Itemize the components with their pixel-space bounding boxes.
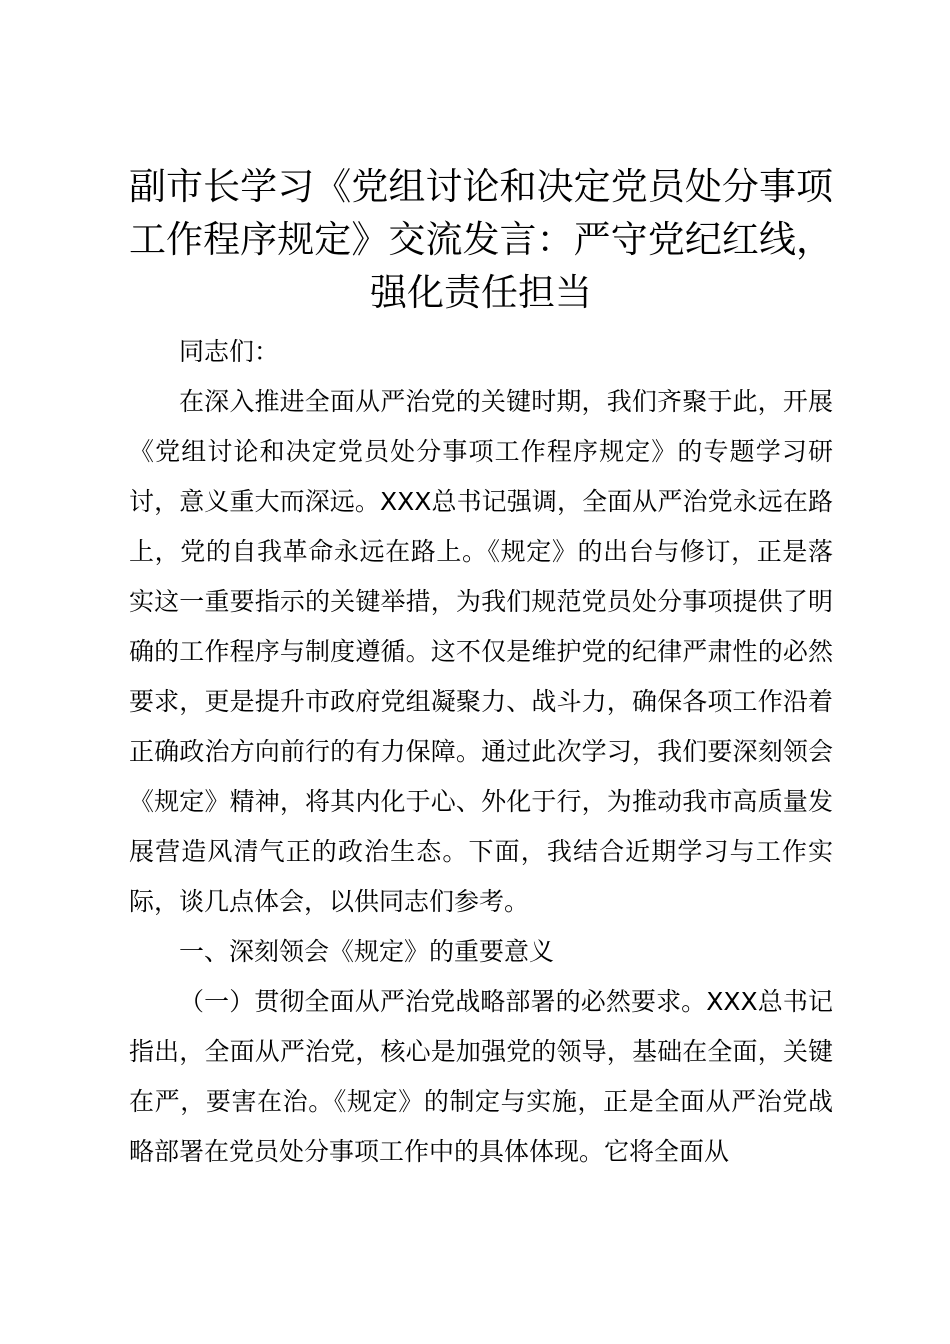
salutation: 同志们： [179,337,280,366]
document-body [129,327,833,1177]
intro-paragraph: 在深入推进全面从严治党的关键时期，我们齐聚于此，开展《党组讨论和决定党员处分事项工作程序规定》的专题学习研讨，意义重大而深远。XXX总书记强调，全面从严治党永远在路上，党的自我革命永远在路上。《规定》的出台与修订，正是落实这一重要指示的关键举措，为我们规范党员处分事项提供了明确的工作程序与制度遵循。这不仅是维护党的纪律严肃性的必然要求，更是提升市政府党组凝聚力、战斗力，确保各项工作沿着正确政治方向前行的有力保障。通过此次学习，我们要深刻领会《规定》精神，将其内化于心、外化于行，为推动我市高质量发展营造风清气正的政治生态。下面，我结合近期学习与工作实际，谈几点体会，以供同志们参考。 [129,387,833,916]
section-heading: 一、深刻领会《规定》的重要意义 [179,937,555,966]
document-title: 副市长学习《党组讨论和决定党员处分事项工作程序规定》交流发言：严守党纪红线，强化责任担当 [129,165,833,314]
section-paragraph: （一）贯彻全面从严治党战略部署的必然要求。XXX总书记指出，全面从严治党，核心是加强党的领导，基础在全面，关键在严，要害在治。《规定》的制定与实施，正是全面从严治党战略部署在党员处分事项工作中的具体体现。它将全面从 [129,987,833,1166]
document-page [129,160,833,1177]
